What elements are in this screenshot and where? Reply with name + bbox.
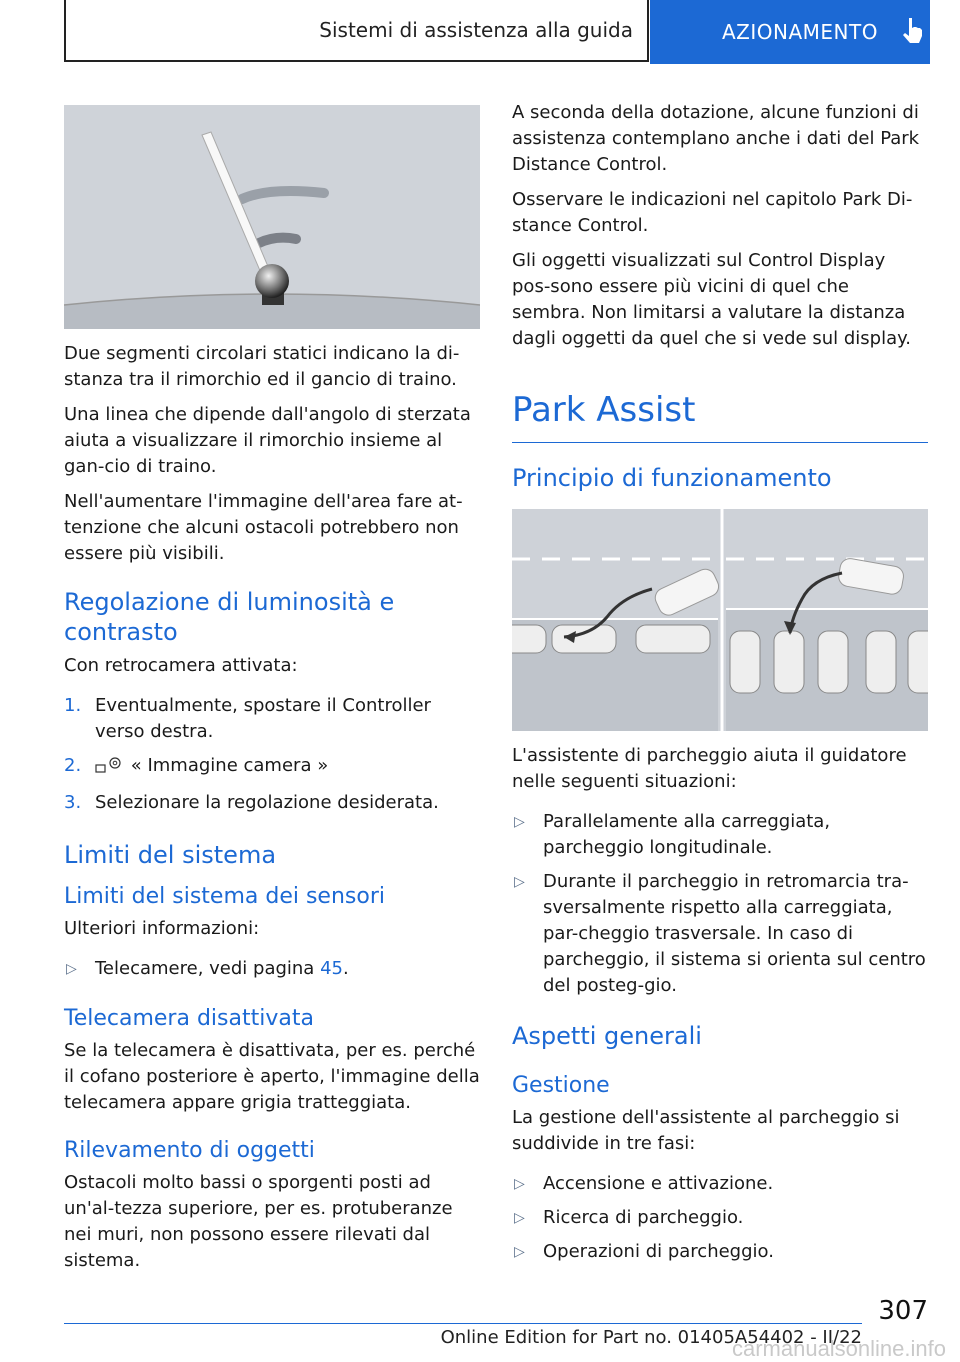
page-link[interactable]: 45 — [320, 958, 343, 979]
chapter-tab — [650, 0, 930, 64]
heading-general-aspects: Aspetti generali — [512, 1022, 702, 1050]
paragraph: Gli oggetti visualizzati sul Control Display pos-sono essere più vicini di quel che sembra. Non limitarsi a valutare la distanza dagli oggetti da quel che si vede sul display. — [512, 250, 911, 349]
list-item — [64, 753, 480, 782]
bullet-text: Ricerca di parcheggio. — [543, 1207, 744, 1228]
paragraph: Due segmenti circolari statici indicano la di-stanza tra il rimorchio ed il gancio di traino. — [64, 343, 460, 390]
triangle-bullet-icon: ▷ — [514, 1176, 525, 1192]
paragraph: La gestione dell'assistente al parcheggio si suddivide in tre fasi: — [512, 1107, 900, 1154]
step-number: 3. — [64, 792, 82, 813]
page-number: 307 — [878, 1296, 928, 1326]
list-item — [64, 693, 480, 745]
right-column — [512, 100, 928, 1273]
list-item — [512, 1171, 928, 1197]
list-item — [64, 790, 480, 816]
bullet-text: Durante il parcheggio in retromarcia tra-sversalmente rispetto alla carreggiata, par-cheggio trasversale. In caso di parcheggio, il sistema si orienta sul centro del posteg-gio. — [543, 871, 926, 996]
left-column — [64, 100, 480, 1283]
list-item — [512, 1205, 928, 1231]
bullet-list — [64, 956, 480, 982]
heading-object-detection: Rilevamento di oggetti — [64, 1138, 315, 1163]
heading-brightness-contrast: Regolazione di luminosità e contrasto — [64, 588, 395, 646]
bullet-list — [512, 1171, 928, 1265]
step-number: 1. — [64, 695, 82, 716]
bullet-suffix: . — [342, 958, 349, 979]
paragraph: Osservare le indicazioni nel capitolo Park Di-stance Control. — [512, 189, 913, 236]
trailer-hitch-camera-image — [64, 105, 480, 329]
page-header — [64, 0, 930, 64]
heading-park-assist: Park Assist — [512, 388, 928, 443]
list-item — [512, 869, 928, 999]
paragraph: Una linea che dipende dall'angolo di sterzata aiuta a visualizzare il rimorchio insieme al gan-cio di traino. — [64, 404, 471, 477]
page-footer — [64, 1323, 862, 1348]
step-text: Eventualmente, spostare il Controller verso destra. — [95, 695, 431, 742]
paragraph: L'assistente di parcheggio aiuta il guidatore nelle seguenti situazioni: — [512, 745, 907, 792]
step-text: Selezionare la regolazione desiderata. — [95, 792, 439, 813]
bullet-text: Telecamere, vedi pagina — [95, 958, 315, 979]
triangle-bullet-icon: ▷ — [514, 1210, 525, 1226]
bullet-text: Accensione e attivazione. — [543, 1173, 774, 1194]
heading-system-limits: Limiti del sistema — [64, 841, 277, 869]
heading-sensor-limits: Limiti del sistema dei sensori — [64, 884, 385, 909]
paragraph: Se la telecamera è disattivata, per es. perché il cofano posteriore è aperto, l'immagine della telecamera appare grigia tratteggiata. — [64, 1040, 480, 1113]
edition-info: Online Edition for Part no. 01405A54402 - II/22 — [440, 1327, 862, 1348]
list-item — [64, 956, 480, 982]
step-number: 2. — [64, 755, 82, 776]
triangle-bullet-icon: ▷ — [66, 961, 77, 977]
heading-operating-principle: Principio di funzionamento — [512, 464, 832, 492]
parking-scenarios-image — [512, 509, 928, 731]
list-item — [512, 1239, 928, 1265]
steps-list — [64, 693, 480, 816]
list-item — [512, 809, 928, 861]
triangle-bullet-icon: ▷ — [514, 874, 525, 890]
bullet-list — [512, 809, 928, 999]
section-title-box — [64, 0, 649, 62]
heading-camera-disabled: Telecamera disattivata — [64, 1006, 314, 1031]
step-text: « Immagine camera » — [130, 755, 329, 776]
triangle-bullet-icon: ▷ — [514, 814, 525, 830]
hand-pointer-icon — [900, 16, 926, 49]
section-title: Sistemi di assistenza alla guida — [319, 18, 633, 42]
camera-settings-icon — [95, 756, 125, 782]
watermark: carmanualsonline.info — [731, 1336, 946, 1361]
heading-management: Gestione — [512, 1073, 610, 1098]
paragraph: Ostacoli molto bassi o sporgenti posti ad un'al-tezza superiore, per es. protuberanze nei muri, non possono essere rilevati dal sistema. — [64, 1172, 453, 1271]
paragraph: A seconda della dotazione, alcune funzioni di assistenza contemplano anche i dati del Park Distance Control. — [512, 102, 920, 175]
chapter-tab-label: AZIONAMENTO — [722, 20, 878, 44]
paragraph: Ulteriori informazioni: — [64, 918, 260, 939]
paragraph: Con retrocamera attivata: — [64, 655, 298, 676]
paragraph: Nell'aumentare l'immagine dell'area fare at-tenzione che alcuni ostacoli potrebbero non essere più visibili. — [64, 491, 463, 564]
triangle-bullet-icon: ▷ — [514, 1244, 525, 1260]
bullet-text: Parallelamente alla carreggiata, parcheggio longitudinale. — [543, 811, 831, 858]
bullet-text: Operazioni di parcheggio. — [543, 1241, 774, 1262]
